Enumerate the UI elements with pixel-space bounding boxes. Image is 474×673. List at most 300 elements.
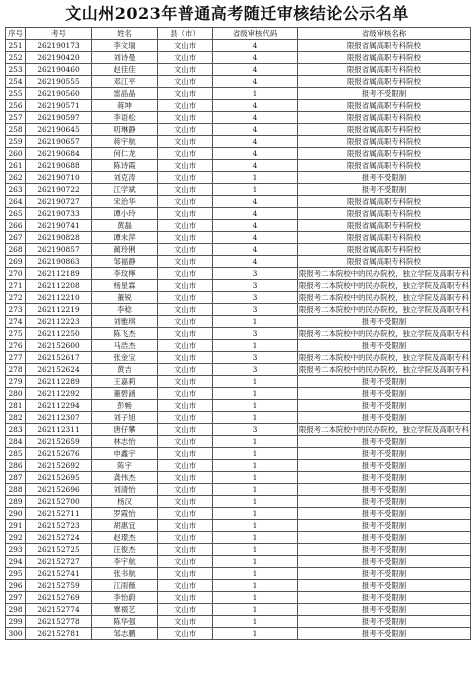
cell-exam-number: 262190741 xyxy=(26,220,92,232)
table-row xyxy=(6,484,471,496)
cell-index: 253 xyxy=(6,64,26,76)
cell-index: 289 xyxy=(6,496,26,508)
cell-review-code: 3 xyxy=(213,328,298,340)
cell-name: 谭未萍 xyxy=(92,232,158,244)
cell-review-result: 报考不受限制 xyxy=(298,484,471,496)
cell-index: 284 xyxy=(6,436,26,448)
cell-review-code: 4 xyxy=(213,52,298,64)
cell-name: 李稔 xyxy=(92,304,158,316)
cell-index: 252 xyxy=(6,52,26,64)
cell-county: 文山市 xyxy=(158,244,213,256)
cell-review-code: 1 xyxy=(213,376,298,388)
cell-exam-number: 262152659 xyxy=(26,436,92,448)
cell-name: 黄吉 xyxy=(92,364,158,376)
cell-index: 281 xyxy=(6,400,26,412)
cell-review-code: 4 xyxy=(213,100,298,112)
cell-county: 文山市 xyxy=(158,628,213,640)
cell-index: 276 xyxy=(6,340,26,352)
cell-index: 293 xyxy=(6,544,26,556)
table-row xyxy=(6,40,471,52)
table-row xyxy=(6,568,471,580)
cell-exam-number: 262152600 xyxy=(26,340,92,352)
cell-county: 文山市 xyxy=(158,604,213,616)
cell-county: 文山市 xyxy=(158,40,213,52)
result-table xyxy=(5,27,471,640)
cell-name: 彭畅 xyxy=(92,400,158,412)
cell-index: 283 xyxy=(6,424,26,436)
cell-county: 文山市 xyxy=(158,280,213,292)
cell-review-code: 4 xyxy=(213,148,298,160)
cell-review-result: 报考不受限制 xyxy=(298,412,471,424)
cell-exam-number: 262112311 xyxy=(26,424,92,436)
cell-county: 文山市 xyxy=(158,556,213,568)
cell-review-code: 1 xyxy=(213,580,298,592)
cell-exam-number: 262190555 xyxy=(26,76,92,88)
cell-review-result: 报考不受限制 xyxy=(298,568,471,580)
cell-review-result: 限报省属高职专科院校 xyxy=(298,244,471,256)
cell-review-result: 限报省属高职专科院校 xyxy=(298,64,471,76)
cell-name: 李玟檸 xyxy=(92,268,158,280)
cell-review-code: 1 xyxy=(213,316,298,328)
cell-name: 董锐 xyxy=(92,292,158,304)
cell-county: 文山市 xyxy=(158,184,213,196)
cell-index: 272 xyxy=(6,292,26,304)
cell-exam-number: 262112189 xyxy=(26,268,92,280)
cell-name: 马浩杰 xyxy=(92,340,158,352)
cell-exam-number: 262152725 xyxy=(26,544,92,556)
cell-index: 254 xyxy=(6,76,26,88)
cell-review-code: 3 xyxy=(213,364,298,376)
cell-review-code: 4 xyxy=(213,256,298,268)
cell-review-result: 报考不受限制 xyxy=(298,592,471,604)
cell-county: 文山市 xyxy=(158,388,213,400)
table-row xyxy=(6,556,471,568)
cell-county: 文山市 xyxy=(158,532,213,544)
cell-county: 文山市 xyxy=(158,496,213,508)
table-row xyxy=(6,292,471,304)
cell-county: 文山市 xyxy=(158,172,213,184)
cell-review-code: 1 xyxy=(213,412,298,424)
cell-county: 文山市 xyxy=(158,208,213,220)
table-row xyxy=(6,388,471,400)
cell-exam-number: 262190657 xyxy=(26,136,92,148)
cell-review-code: 4 xyxy=(213,64,298,76)
table-row xyxy=(6,508,471,520)
table-row xyxy=(6,172,471,184)
table-row xyxy=(6,64,471,76)
cell-index: 288 xyxy=(6,484,26,496)
cell-county: 文山市 xyxy=(158,448,213,460)
cell-county: 文山市 xyxy=(158,616,213,628)
cell-name: 李怡蔚 xyxy=(92,592,158,604)
cell-county: 文山市 xyxy=(158,136,213,148)
table-row xyxy=(6,604,471,616)
table-row xyxy=(6,448,471,460)
cell-exam-number: 262152695 xyxy=(26,472,92,484)
cell-name: 邹志鹏 xyxy=(92,628,158,640)
table-row xyxy=(6,76,471,88)
cell-exam-number: 262190828 xyxy=(26,232,92,244)
cell-county: 文山市 xyxy=(158,304,213,316)
cell-review-code: 4 xyxy=(213,124,298,136)
table-row xyxy=(6,376,471,388)
cell-exam-number: 262190420 xyxy=(26,52,92,64)
cell-county: 文山市 xyxy=(158,508,213,520)
table-body xyxy=(6,40,471,640)
cell-county: 文山市 xyxy=(158,328,213,340)
cell-review-code: 1 xyxy=(213,436,298,448)
cell-county: 文山市 xyxy=(158,52,213,64)
cell-index: 255 xyxy=(6,88,26,100)
cell-county: 文山市 xyxy=(158,76,213,88)
cell-review-result: 报考不受限制 xyxy=(298,376,471,388)
table-row xyxy=(6,196,471,208)
cell-review-result: 限报省属高职专科院校 xyxy=(298,256,471,268)
table-row xyxy=(6,616,471,628)
cell-county: 文山市 xyxy=(158,124,213,136)
cell-index: 265 xyxy=(6,208,26,220)
cell-index: 290 xyxy=(6,508,26,520)
cell-county: 文山市 xyxy=(158,196,213,208)
cell-review-code: 4 xyxy=(213,196,298,208)
table-row xyxy=(6,496,471,508)
cell-review-result: 限报省属高职专科院校 xyxy=(298,124,471,136)
cell-name: 宋治华 xyxy=(92,196,158,208)
cell-review-result: 限报考二本院校中的民办院校，独立学院及高职专科 xyxy=(299,365,469,374)
cell-name: 蒋宇航 xyxy=(92,136,158,148)
cell-review-result: 报考不受限制 xyxy=(298,460,471,472)
cell-exam-number: 262152774 xyxy=(26,604,92,616)
cell-review-result: 限报省属高职专科院校 xyxy=(298,76,471,88)
cell-name: 张金宝 xyxy=(92,352,158,364)
header-exam-number: 考号 xyxy=(26,28,92,40)
cell-name: 李文瑞 xyxy=(92,40,158,52)
cell-review-result: 限报省属高职专科院校 xyxy=(298,112,471,124)
cell-name: 江学斌 xyxy=(92,184,158,196)
table-row xyxy=(6,268,471,280)
cell-index: 261 xyxy=(6,160,26,172)
cell-exam-number: 262190733 xyxy=(26,208,92,220)
cell-review-code: 1 xyxy=(213,520,298,532)
cell-name: 陈诗霞 xyxy=(92,160,158,172)
table-row xyxy=(6,220,471,232)
cell-review-result: 报考不受限制 xyxy=(298,472,471,484)
cell-review-result: 报考不受限制 xyxy=(298,496,471,508)
cell-county: 文山市 xyxy=(158,364,213,376)
cell-exam-number: 262152759 xyxy=(26,580,92,592)
cell-name: 李语松 xyxy=(92,112,158,124)
table-row xyxy=(6,364,471,376)
cell-name: 刘诗曼 xyxy=(92,52,158,64)
cell-county: 文山市 xyxy=(158,376,213,388)
cell-name: 唐仔攀 xyxy=(92,424,158,436)
table-row xyxy=(6,520,471,532)
cell-review-result: 限报考二本院校中的民办院校，独立学院及高职专科 xyxy=(299,293,469,302)
cell-exam-number: 262112292 xyxy=(26,388,92,400)
table-row xyxy=(6,352,471,364)
cell-index: 295 xyxy=(6,568,26,580)
cell-review-result: 报考不受限制 xyxy=(298,172,471,184)
cell-exam-number: 262152692 xyxy=(26,460,92,472)
cell-exam-number: 262190460 xyxy=(26,64,92,76)
table-row xyxy=(6,148,471,160)
cell-name: 杨星霖 xyxy=(92,280,158,292)
cell-review-code: 1 xyxy=(213,616,298,628)
cell-exam-number: 262112294 xyxy=(26,400,92,412)
cell-county: 文山市 xyxy=(158,160,213,172)
cell-review-code: 1 xyxy=(213,340,298,352)
cell-review-result: 限报省属高职专科院校 xyxy=(298,208,471,220)
table-row xyxy=(6,244,471,256)
cell-index: 268 xyxy=(6,244,26,256)
cell-review-code: 4 xyxy=(213,232,298,244)
cell-name: 雷晶晶 xyxy=(92,88,158,100)
cell-county: 文山市 xyxy=(158,436,213,448)
cell-review-code: 1 xyxy=(213,556,298,568)
cell-county: 文山市 xyxy=(158,268,213,280)
table-row xyxy=(6,532,471,544)
cell-review-result: 报考不受限制 xyxy=(298,436,471,448)
cell-review-result: 报考不受限制 xyxy=(298,88,471,100)
cell-county: 文山市 xyxy=(158,64,213,76)
cell-exam-number: 262190722 xyxy=(26,184,92,196)
cell-name: 刘克涛 xyxy=(92,172,158,184)
cell-review-code: 1 xyxy=(213,88,298,100)
cell-review-code: 4 xyxy=(213,244,298,256)
cell-exam-number: 262190560 xyxy=(26,88,92,100)
cell-county: 文山市 xyxy=(158,148,213,160)
cell-review-result: 报考不受限制 xyxy=(298,316,471,328)
cell-index: 263 xyxy=(6,184,26,196)
cell-county: 文山市 xyxy=(158,220,213,232)
cell-name: 蒋坤 xyxy=(92,100,158,112)
cell-name: 蔺玲俐 xyxy=(92,244,158,256)
table-row xyxy=(6,100,471,112)
cell-review-result: 报考不受限制 xyxy=(298,400,471,412)
cell-county: 文山市 xyxy=(158,256,213,268)
cell-index: 256 xyxy=(6,100,26,112)
cell-index: 258 xyxy=(6,124,26,136)
cell-review-result: 限报考二本院校中的民办院校，独立学院及高职专科 xyxy=(299,305,469,314)
cell-review-code: 4 xyxy=(213,208,298,220)
cell-index: 277 xyxy=(6,352,26,364)
cell-county: 文山市 xyxy=(158,340,213,352)
table-row xyxy=(6,424,471,436)
cell-review-result: 限报省属高职专科院校 xyxy=(298,148,471,160)
cell-review-code: 1 xyxy=(213,628,298,640)
cell-exam-number: 262152741 xyxy=(26,568,92,580)
cell-review-result: 报考不受限制 xyxy=(298,508,471,520)
table-row xyxy=(6,88,471,100)
cell-review-result: 限报考二本院校中的民办院校，独立学院及高职专科 xyxy=(299,281,469,290)
table-row xyxy=(6,52,471,64)
cell-name: 罗霞怡 xyxy=(92,508,158,520)
table-row xyxy=(6,256,471,268)
cell-index: 292 xyxy=(6,532,26,544)
cell-name: 龚伟杰 xyxy=(92,472,158,484)
cell-county: 文山市 xyxy=(158,352,213,364)
cell-name: 汪俊杰 xyxy=(92,544,158,556)
cell-index: 257 xyxy=(6,112,26,124)
cell-name: 杨汉 xyxy=(92,496,158,508)
cell-county: 文山市 xyxy=(158,544,213,556)
cell-review-result: 报考不受限制 xyxy=(298,604,471,616)
cell-exam-number: 262190863 xyxy=(26,256,92,268)
table-row xyxy=(6,472,471,484)
cell-review-result: 限报省属高职专科院校 xyxy=(298,100,471,112)
cell-county: 文山市 xyxy=(158,460,213,472)
cell-exam-number: 262152778 xyxy=(26,616,92,628)
cell-review-result: 限报考二本院校中的民办院校，独立学院及高职专科 xyxy=(299,269,469,278)
cell-exam-number: 262190597 xyxy=(26,112,92,124)
cell-review-code: 1 xyxy=(213,604,298,616)
table-header-row xyxy=(6,28,471,40)
cell-name: 陈华强 xyxy=(92,616,158,628)
cell-index: 266 xyxy=(6,220,26,232)
cell-name: 赵璟杰 xyxy=(92,532,158,544)
table-row xyxy=(6,136,471,148)
cell-name: 张书航 xyxy=(92,568,158,580)
cell-review-code: 1 xyxy=(213,496,298,508)
cell-exam-number: 262112307 xyxy=(26,412,92,424)
cell-review-result: 限报省属高职专科院校 xyxy=(298,220,471,232)
cell-county: 文山市 xyxy=(158,316,213,328)
cell-exam-number: 262190688 xyxy=(26,160,92,172)
cell-review-result: 报考不受限制 xyxy=(298,616,471,628)
cell-index: 287 xyxy=(6,472,26,484)
cell-exam-number: 262152696 xyxy=(26,484,92,496)
cell-review-code: 1 xyxy=(213,400,298,412)
table-row xyxy=(6,628,471,640)
cell-review-result: 限报省属高职专科院校 xyxy=(298,232,471,244)
cell-county: 文山市 xyxy=(158,520,213,532)
cell-review-code: 4 xyxy=(213,40,298,52)
cell-review-code: 1 xyxy=(213,508,298,520)
cell-name: 刘雅琪 xyxy=(92,316,158,328)
cell-index: 267 xyxy=(6,232,26,244)
table-row xyxy=(6,160,471,172)
cell-exam-number: 262112223 xyxy=(26,316,92,328)
cell-exam-number: 262152781 xyxy=(26,628,92,640)
cell-review-code: 4 xyxy=(213,76,298,88)
cell-index: 282 xyxy=(6,412,26,424)
cell-review-result: 限报考二本院校中的民办院校，独立学院及高职专科 xyxy=(299,353,469,362)
cell-name: 董碧涵 xyxy=(92,388,158,400)
header-index: 序号 xyxy=(6,28,26,40)
cell-name: 叨琳静 xyxy=(92,124,158,136)
cell-name: 邓江平 xyxy=(92,76,158,88)
cell-review-result: 限报省属高职专科院校 xyxy=(298,160,471,172)
cell-exam-number: 262152727 xyxy=(26,556,92,568)
cell-review-code: 3 xyxy=(213,304,298,316)
cell-index: 278 xyxy=(6,364,26,376)
cell-exam-number: 262112289 xyxy=(26,376,92,388)
cell-index: 260 xyxy=(6,148,26,160)
cell-review-result: 报考不受限制 xyxy=(298,628,471,640)
table-row xyxy=(6,232,471,244)
table-row xyxy=(6,208,471,220)
cell-index: 285 xyxy=(6,448,26,460)
table-row xyxy=(6,580,471,592)
cell-exam-number: 262190173 xyxy=(26,40,92,52)
table-row xyxy=(6,460,471,472)
cell-exam-number: 262190857 xyxy=(26,244,92,256)
table-row xyxy=(6,436,471,448)
cell-review-result: 报考不受限制 xyxy=(298,184,471,196)
header-name: 姓名 xyxy=(92,28,158,40)
cell-review-result: 报考不受限制 xyxy=(298,388,471,400)
cell-review-code: 1 xyxy=(213,184,298,196)
table-row xyxy=(6,184,471,196)
cell-review-code: 1 xyxy=(213,448,298,460)
cell-name: 赵佳佳 xyxy=(92,64,158,76)
cell-review-result: 限报考二本院校中的民办院校，独立学院及高职专科 xyxy=(299,425,469,434)
table-row xyxy=(6,316,471,328)
cell-index: 271 xyxy=(6,280,26,292)
cell-exam-number: 262152617 xyxy=(26,352,92,364)
header-county: 县（市） xyxy=(158,28,213,40)
cell-review-result: 限报省属高职专科院校 xyxy=(298,196,471,208)
cell-index: 297 xyxy=(6,592,26,604)
table-row xyxy=(6,280,471,292)
cell-county: 文山市 xyxy=(158,292,213,304)
cell-name: 陈宇 xyxy=(92,460,158,472)
cell-county: 文山市 xyxy=(158,412,213,424)
table-row xyxy=(6,112,471,124)
cell-review-result: 报考不受限制 xyxy=(298,580,471,592)
cell-index: 286 xyxy=(6,460,26,472)
cell-exam-number: 262112219 xyxy=(26,304,92,316)
cell-county: 文山市 xyxy=(158,580,213,592)
cell-exam-number: 262190684 xyxy=(26,148,92,160)
table-row xyxy=(6,340,471,352)
cell-index: 298 xyxy=(6,604,26,616)
cell-index: 280 xyxy=(6,388,26,400)
cell-review-code: 4 xyxy=(213,136,298,148)
cell-index: 273 xyxy=(6,304,26,316)
cell-county: 文山市 xyxy=(158,100,213,112)
cell-index: 296 xyxy=(6,580,26,592)
cell-review-result: 限报省属高职专科院校 xyxy=(298,40,471,52)
cell-index: 274 xyxy=(6,316,26,328)
cell-name: 江雨薇 xyxy=(92,580,158,592)
header-review-result: 省级审核名称 xyxy=(298,28,471,40)
cell-review-code: 3 xyxy=(213,424,298,436)
cell-name: 刘子旭 xyxy=(92,412,158,424)
cell-county: 文山市 xyxy=(158,484,213,496)
cell-index: 300 xyxy=(6,628,26,640)
cell-index: 294 xyxy=(6,556,26,568)
cell-exam-number: 262152723 xyxy=(26,520,92,532)
cell-review-result: 限报考二本院校中的民办院校，独立学院及高职专科 xyxy=(299,329,469,338)
table-row xyxy=(6,592,471,604)
cell-county: 文山市 xyxy=(158,472,213,484)
cell-index: 251 xyxy=(6,40,26,52)
cell-review-result: 限报省属高职专科院校 xyxy=(298,52,471,64)
cell-exam-number: 262152700 xyxy=(26,496,92,508)
cell-name: 李宇航 xyxy=(92,556,158,568)
cell-review-result: 限报省属高职专科院校 xyxy=(298,136,471,148)
cell-name: 胡惠宜 xyxy=(92,520,158,532)
cell-review-result: 报考不受限制 xyxy=(298,520,471,532)
cell-exam-number: 262152676 xyxy=(26,448,92,460)
cell-review-code: 1 xyxy=(213,472,298,484)
header-review-code: 省级审核代码 xyxy=(213,28,298,40)
cell-review-code: 3 xyxy=(213,352,298,364)
cell-review-result: 报考不受限制 xyxy=(298,556,471,568)
cell-name: 刘清怡 xyxy=(92,484,158,496)
table-row xyxy=(6,544,471,556)
